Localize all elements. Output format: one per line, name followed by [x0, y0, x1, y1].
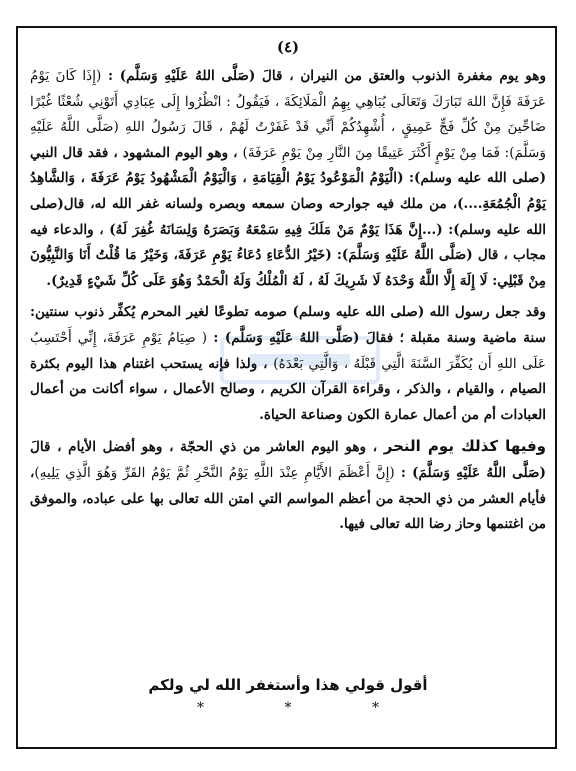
paragraph-lead: وقد جعل رسول الله (صلى الله عليه وسلم) صومه تطوعًا لغير المحرم يُكفِّر ذنوب سنتين: سنة ماضية وسنة مقبلة ؛ فقالَ (صَلَّى اللهُ عَلَيْهِ وَسَلَّم) : [30, 304, 546, 346]
paragraph-lead: وهو يوم مغفرة الذنوب والعتق من النيران ، قالَ (صَلَّى اللهُ عَلَيْهِ وَسَلَّم) : [101, 68, 547, 84]
separator-stars: * * * [197, 700, 417, 716]
hadith-quote: (إِذَا كَانَ يَوْمُ عَرَفَةَ فَإِنَّ اللهَ تَبَارَكَ وَتَعَالَى يُبَاهِي بِهِمُ الْمَلَائِكَةَ ، فَيَقُولُ : انْظُرُوا إِلَى عِبَادِي أَتَوْنِي شُعْثًا غُبْرًا ضَاحِّينَ مِنْ كُلِّ فَجٍّ عَمِيقٍ ، أُشْهِدُكُمْ أَنِّي قَدْ غَفَرْتُ لَهُمْ ، قَالَ رَسُولُ اللهِ (صَلَّى اللَّهُ عَلَيْهِ وَسَلَّمَ): فَمَا مِنْ يَوْمٍ أَكْثَرَ عَتِيقًا مِنَ النَّارِ مِنْ يَوْمِ عَرَفَةَ) [30, 68, 547, 161]
hadith-quote: (إِنَّ أَعْظَمَ الأَيَّامِ عِنْدَ اللَّهِ يَوْمُ النَّحْرِ ثُمَّ يَوْمُ القَرِّ وَهُوَ الَّذِي يَلِيهِ) [34, 464, 395, 481]
paragraph-tail: ، وهو اليوم المشهود ، فقد قال النبي (صلى الله عليه وسلم): (الْيَوْمُ الْمَوْعُودُ يَوْمُ الْقِيَامَةِ ، وَالْيَوْمُ الْمَشْهُودُ يَوْمُ عَرَفَةَ ، وَالشَّاهِدُ يَوْمُ الْجُمُعَةِ....)، من ملك فيه جوارحه وصان سمعه وبصره ولسانه غفر الله له، قال(صلى الله عليه وسلم): (...إِنَّ هَذَا يَوْمٌ مَنْ مَلَكَ فِيهِ سَمْعَهُ وَبَصَرَهُ وَلِسَانَهُ غُفِرَ لَهُ) ، والدعاء فيه مجاب ، قال (صَلَّى اللَّهُ عَلَيْهِ وَسَلَّمَ): (خَيْرُ الدُّعَاءِ دُعَاءُ يَوْمِ عَرَفَةَ، وَخَيْرُ مَا قُلْتُ أَنَا وَالنَّبِيُّونَ مِنْ قَبْلِي: لَا إِلَهَ إِلَّا اللَّهُ وَحْدَهُ لَا شَرِيكَ لَهُ ، لَهُ الْمُلْكُ وَلَهُ الْحَمْدُ وَهُوَ عَلَى كُلِّ شَيْءٍ قَدِيرٌ). [30, 144, 546, 289]
paragraph-nahr-day [30, 434, 546, 537]
paragraph-tail: ، فأيام العشر من ذي الحجة من أعظم المواسم التي امتن الله تعالى بها على عباده، والموفق من اغتنمها وحاز رضا الله تعالى فيها. [30, 464, 546, 533]
paragraph-lead: ، وهو اليوم العاشر من ذي الحجّة ، وهو أفضل الأيام ، قالَ (صَلَّى اللَّهُ عَلَيْهِ وَسَلَّمَ) : [30, 439, 546, 481]
paragraph-arafah-fasting [30, 300, 546, 428]
sermon-body [30, 64, 546, 544]
closing-line: أقول قولي هذا وأستغفر الله لي ولكم [148, 676, 428, 694]
page-number: (٤) [276, 38, 300, 56]
paragraph-arafah-day [30, 64, 546, 294]
paragraph-tail: ، ولذا فإنه يستحب اغتنام هذا اليوم بكثرة الصيام ، والقيام ، والذكر ، وقراءة القرآن الكريم ، وصالح الأعمال ، سواء أكانت من أعمال العبادات أم من أعمال عمارة الكون وصناعة الحياة. [30, 355, 546, 423]
section-title: وفيها كذلك يوم النحر [383, 437, 546, 456]
hadith-quote: ( صِيَامُ يَوْمِ عَرَفَةَ، إِنِّي أَحْتَسِبُ عَلَى اللهِ أَن يُكَفِّرَ السَّنَةَ الَّتِي قَبْلَهُ ، وَالَّتِي بَعْدَهُ) [30, 329, 546, 372]
